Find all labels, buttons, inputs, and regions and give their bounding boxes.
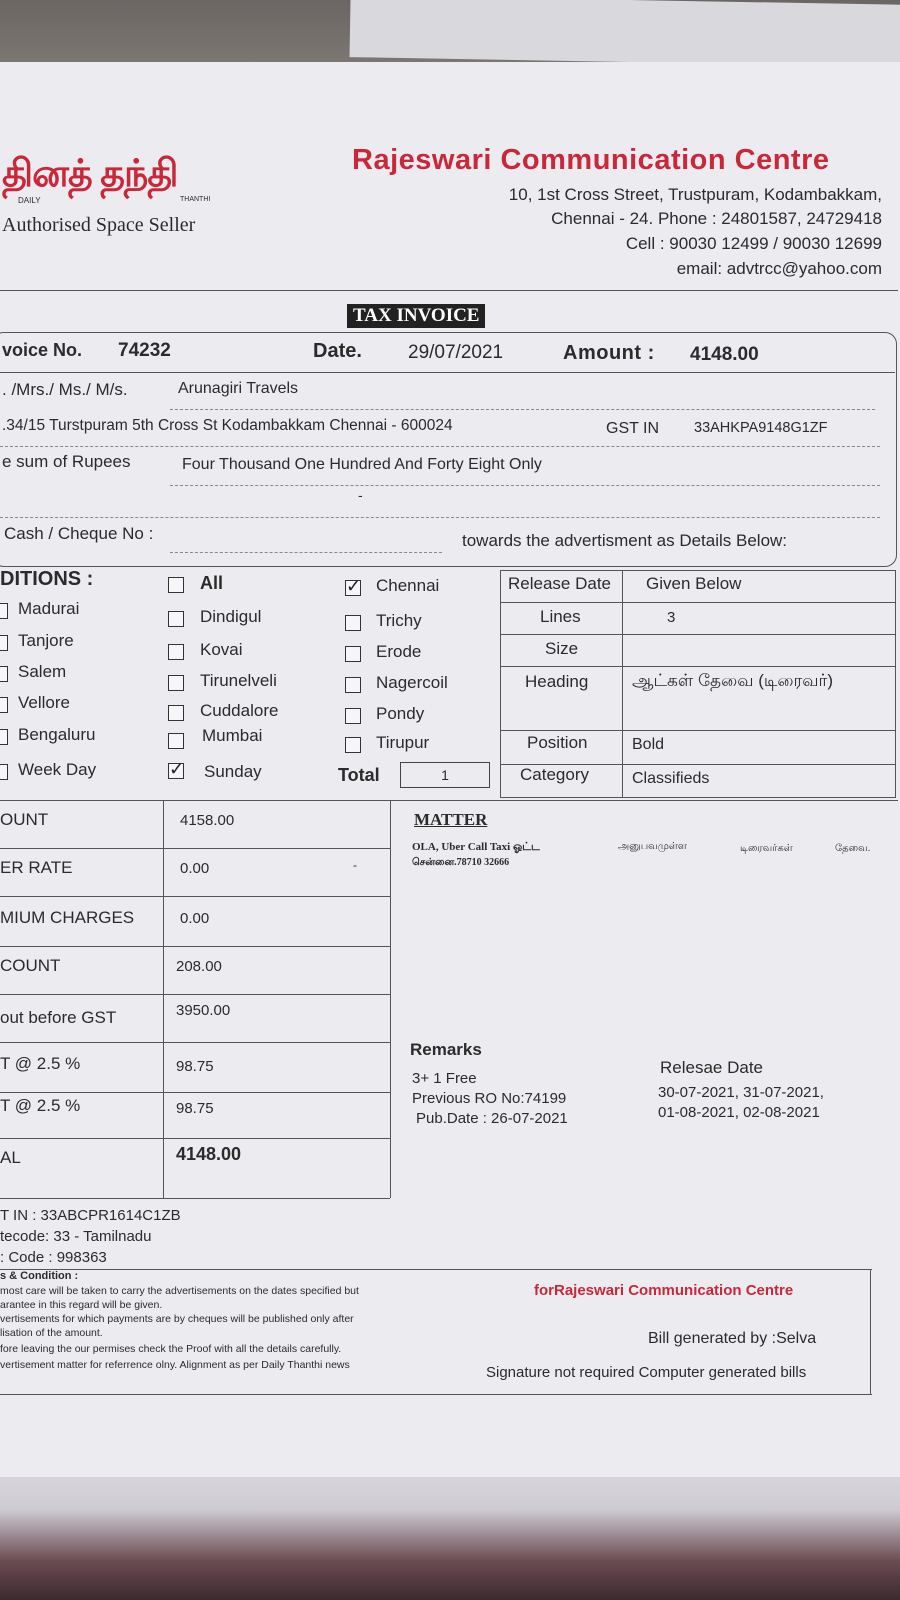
release-dates-line-1: 30-07-2021, 31-07-2021, <box>658 1084 824 1101</box>
charges-right-border <box>390 800 391 1198</box>
matter-text-2: அனுபவமுள்ள <box>618 841 687 852</box>
lines-label: Lines <box>540 607 581 626</box>
remarks-label: Remarks <box>410 1040 482 1059</box>
edition-mumbai: Mumbai <box>202 726 263 745</box>
charges-row-2 <box>0 896 390 897</box>
details-row-3 <box>500 666 896 667</box>
sum-line-2 <box>0 517 880 518</box>
charge-value-amount: 4158.00 <box>180 812 235 829</box>
edition-tirunelveli: Tirunelveli <box>200 671 277 690</box>
charge-value-offer-rate: 0.00 <box>180 860 210 877</box>
date-label: Date. <box>313 340 362 362</box>
charges-top-line <box>0 800 898 801</box>
invoice-amount: 4148.00 <box>690 344 759 365</box>
edition-nagercoil: Nagercoil <box>376 673 448 692</box>
state-code: tecode: 33 - Tamilnadu <box>0 1228 152 1245</box>
edition-salem: Salem <box>18 662 67 681</box>
logo: தினத் தந்தி <box>2 153 178 195</box>
matter-label: MATTER <box>414 810 488 829</box>
editions-label: DITIONS : <box>0 568 94 590</box>
charge-label-offer-rate: ER RATE <box>0 858 73 877</box>
edition-dindigul: Dindigul <box>200 607 262 626</box>
charges-row-1 <box>0 848 390 849</box>
edition-chennai: Chennai <box>376 576 440 595</box>
charges-row-7 <box>0 1138 390 1139</box>
charge-value-before-gst: 3950.00 <box>176 1002 231 1019</box>
logo-small-right: THANTHI <box>180 196 211 203</box>
position-label: Position <box>527 733 588 752</box>
logo-small-left: DAILY <box>18 196 41 205</box>
sunday-checkbox[interactable] <box>168 763 184 779</box>
edition-vellore: Vellore <box>18 693 70 712</box>
edition-sunday: Sunday <box>204 762 262 781</box>
company-gstin: T IN : 33ABCPR1614C1ZB <box>0 1207 181 1224</box>
terms-line-3: vertisements for which payments are by cheques will be published only after <box>0 1313 354 1325</box>
charge-value-cgst: 98.75 <box>176 1058 214 1075</box>
terms-line-6: vertisement matter for referrence olny. Alignment as per Daily Thanthi news <box>0 1359 350 1371</box>
charge-label-cgst: T @ 2.5 % <box>0 1054 81 1073</box>
towards-text: towards the advertisment as Details Below: <box>462 531 788 550</box>
sum-mark: - <box>358 487 363 503</box>
company-email: email: advtrcc@yahoo.com <box>676 259 882 278</box>
tirunelveli-checkbox[interactable] <box>168 675 184 691</box>
terms-line-5: fore leaving the our permises check the Proof with all the details carefully. <box>0 1343 342 1355</box>
customer-address: .34/15 Turstpuram 5th Cross St Kodambakkam Chennai - 600024 <box>2 417 453 434</box>
matter-text-4: தேவை. <box>835 843 871 854</box>
charge-value-premium: 0.00 <box>180 910 210 927</box>
charge-label-sgst: T @ 2.5 % <box>0 1096 81 1115</box>
invoice-date: 29/07/2021 <box>408 342 504 363</box>
lines-value: 3 <box>667 609 676 626</box>
edition-bengaluru: Bengaluru <box>18 725 96 744</box>
bill-generated: Bill generated by :Selva <box>648 1330 817 1347</box>
terms-line-4: lisation of the amount. <box>0 1327 103 1339</box>
charges-mark: - <box>353 858 357 872</box>
company-address-1: 10, 1st Cross Street, Trustpuram, Kodambakkam, <box>508 185 882 204</box>
edition-pondy: Pondy <box>376 704 425 723</box>
customer-name-label: . /Mrs./ Ms./ M/s. <box>2 380 128 399</box>
nagercoil-checkbox[interactable] <box>345 677 361 693</box>
kovai-checkbox[interactable] <box>168 644 184 660</box>
customer-name-line <box>170 409 875 410</box>
bengaluru-checkbox[interactable] <box>0 729 8 745</box>
total-box: 1 <box>400 762 490 788</box>
for-company: forRajeswari Communication Centre <box>534 1282 794 1299</box>
background-bottom <box>0 1470 900 1600</box>
paper-right-border <box>870 1269 871 1394</box>
sum-line <box>170 485 880 486</box>
signature-note: Signature not required Computer generated bills <box>486 1364 807 1381</box>
charges-row-4 <box>0 994 390 995</box>
header-divider <box>0 290 898 291</box>
background-paper <box>350 0 900 67</box>
erode-checkbox[interactable] <box>345 646 361 662</box>
remarks-line-3: Pub.Date : 26-07-2021 <box>416 1110 568 1127</box>
invoice-number: 74232 <box>118 340 171 361</box>
info-divider <box>0 372 895 373</box>
remarks-line-2: Previous RO No:74199 <box>412 1090 567 1107</box>
charge-label-total: AL <box>0 1148 21 1167</box>
heading-value: ஆட்கள் தேவை (டிரைவர்) <box>632 671 834 690</box>
chennai-checkbox[interactable] <box>345 580 361 596</box>
madurai-checkbox[interactable] <box>0 603 8 619</box>
vellore-checkbox[interactable] <box>0 697 8 713</box>
edition-tirupur: Tirupur <box>376 733 430 752</box>
authorised-space-seller: Authorised Space Seller <box>2 214 196 236</box>
edition-madurai: Madurai <box>18 599 80 618</box>
address-line <box>0 446 880 447</box>
tirupur-checkbox[interactable] <box>345 737 361 753</box>
details-row-1 <box>500 602 896 603</box>
matter-text-5: சென்னை.78710 32666 <box>412 857 510 868</box>
footer-divider <box>0 1269 872 1270</box>
sac-code: : Code : 998363 <box>0 1249 107 1266</box>
release-date-label: Release Date <box>508 574 612 593</box>
terms-title: s & Condition : <box>0 1270 79 1282</box>
company-name: Rajeswari Communication Centre <box>352 144 830 176</box>
charge-label-amount: OUNT <box>0 810 49 829</box>
charge-label-discount: COUNT <box>0 956 61 975</box>
release-date-value: Given Below <box>646 574 742 593</box>
matter-text-3: டிரைவர்கள் <box>740 843 793 854</box>
charge-value-discount: 208.00 <box>176 958 222 975</box>
category-label: Category <box>520 765 589 784</box>
release-dates-line-2: 01-08-2021, 02-08-2021 <box>658 1104 820 1121</box>
category-value: Classifieds <box>632 770 710 787</box>
charges-row-6 <box>0 1092 390 1093</box>
charges-bottom <box>0 1198 390 1199</box>
company-cell: Cell : 90030 12499 / 90030 12699 <box>625 234 882 253</box>
customer-name: Arunagiri Travels <box>178 380 299 397</box>
trichy-checkbox[interactable] <box>345 615 361 631</box>
remarks-line-1: 3+ 1 Free <box>412 1070 477 1087</box>
amount-label: Amount : <box>563 342 655 364</box>
charges-row-3 <box>0 946 390 947</box>
week-day-checkbox[interactable] <box>0 764 8 780</box>
dindigul-checkbox[interactable] <box>168 611 184 627</box>
edition-erode: Erode <box>376 642 422 661</box>
cuddalore-checkbox[interactable] <box>168 705 184 721</box>
edition-all: All <box>200 573 224 593</box>
all-checkbox[interactable] <box>168 577 184 593</box>
charge-value-sgst: 98.75 <box>176 1100 214 1117</box>
charge-label-before-gst: out before GST <box>0 1008 117 1027</box>
gst-label: GST IN <box>606 420 660 437</box>
edition-tanjore: Tanjore <box>18 631 74 650</box>
company-address-2: Chennai - 24. Phone : 24801587, 24729418 <box>551 209 882 228</box>
edition-cuddalore: Cuddalore <box>200 701 279 720</box>
terms-line-1: most care will be taken to carry the advertisements on the dates specified but <box>0 1285 359 1297</box>
matter-text-1: OLA, Uber Call Taxi ஓட்ட <box>412 841 540 853</box>
tanjore-checkbox[interactable] <box>0 635 8 651</box>
details-row-2 <box>500 634 896 635</box>
invoice-title: TAX INVOICE <box>347 304 485 328</box>
release-dates-label: Relesae Date <box>660 1058 764 1077</box>
invoice-number-label: voice No. <box>2 340 83 360</box>
sum-label: e sum of Rupees <box>2 452 131 471</box>
details-row-4 <box>500 730 896 731</box>
footer-bottom-line <box>0 1394 872 1395</box>
pondy-checkbox[interactable] <box>345 708 361 724</box>
edition-trichy: Trichy <box>376 611 422 630</box>
cheque-label: Cash / Cheque No : <box>4 524 154 543</box>
position-value: Bold <box>632 736 665 753</box>
total-label: Total <box>338 765 380 785</box>
invoice-paper <box>0 62 900 1477</box>
sum-in-words: Four Thousand One Hundred And Forty Eight Only <box>182 456 542 473</box>
charge-label-premium: MIUM CHARGES <box>0 908 135 927</box>
size-label: Size <box>545 639 579 658</box>
customer-gstin: 33AHKPA9148G1ZF <box>694 420 828 436</box>
edition-kovai: Kovai <box>200 640 243 659</box>
cheque-line <box>170 552 442 553</box>
heading-label: Heading <box>525 672 589 691</box>
charges-row-5 <box>0 1042 390 1043</box>
charge-value-total: 4148.00 <box>176 1144 242 1164</box>
mumbai-checkbox[interactable] <box>168 733 184 749</box>
edition-week-day: Week Day <box>18 760 97 779</box>
salem-checkbox[interactable] <box>0 666 8 682</box>
terms-line-2: arantee in this regard will be given. <box>0 1299 163 1311</box>
